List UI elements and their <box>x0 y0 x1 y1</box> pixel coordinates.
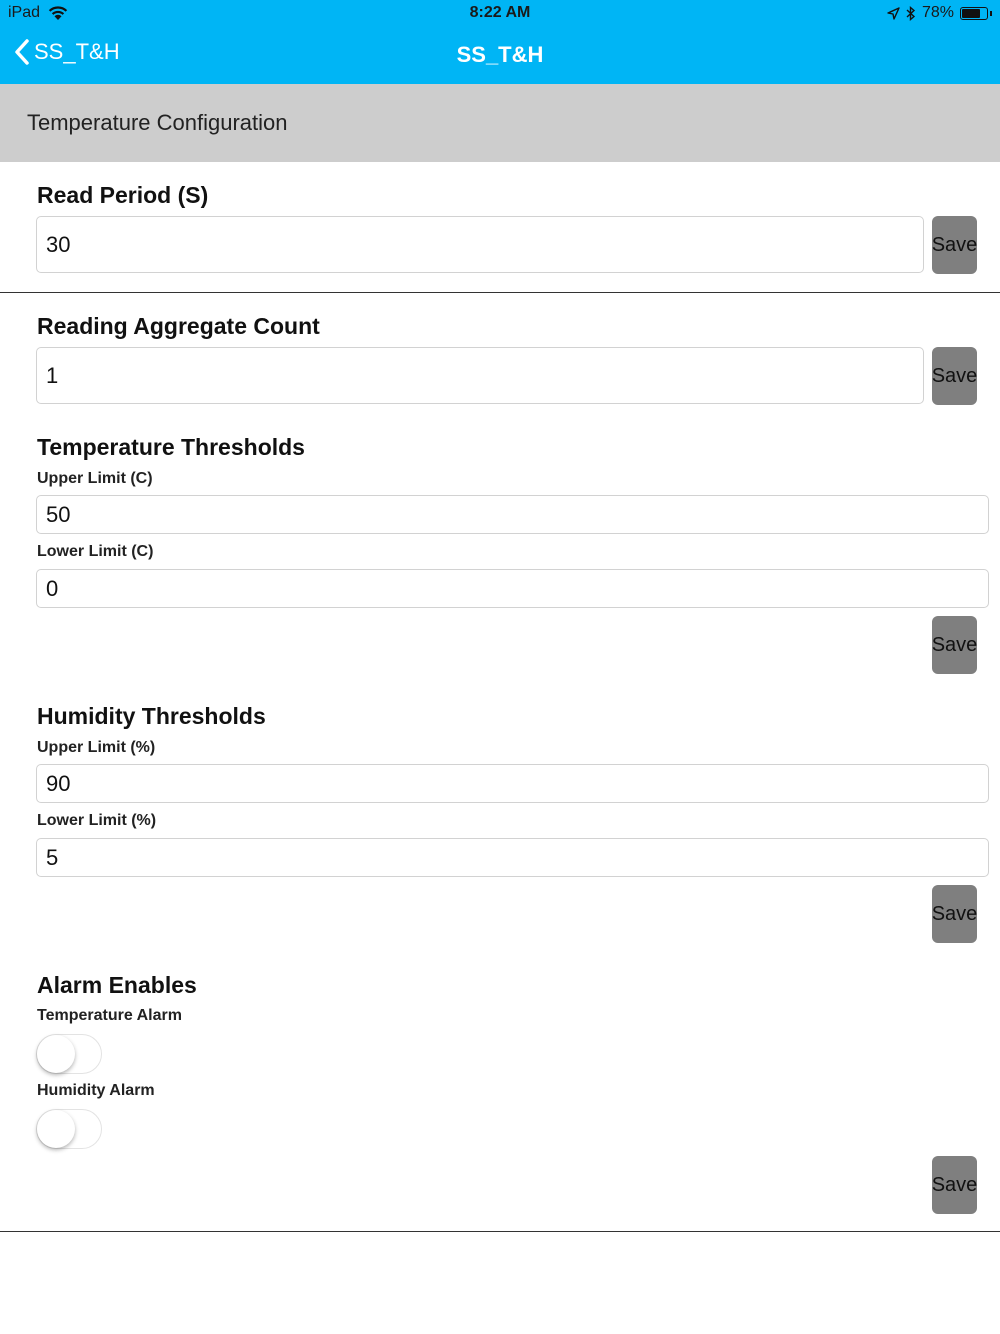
battery-tip <box>990 11 992 16</box>
nav-header <box>0 0 1000 84</box>
status-bar-right <box>887 4 992 22</box>
read-period-input[interactable] <box>36 216 924 273</box>
device-label: iPad <box>8 4 41 21</box>
divider <box>0 1231 1000 1232</box>
section-header <box>0 84 1000 162</box>
humidity-upper-label: Upper Limit (%) <box>37 739 156 756</box>
humidity-lower-input[interactable] <box>36 838 989 877</box>
temperature-alarm-toggle[interactable] <box>36 1034 102 1074</box>
humidity-upper-input[interactable] <box>36 764 989 803</box>
humidity-alarm-toggle[interactable] <box>36 1109 102 1149</box>
aggregate-count-label: Reading Aggregate Count <box>37 313 320 339</box>
save-alarms-button[interactable]: Save <box>932 1156 977 1214</box>
location-arrow-icon <box>887 7 900 20</box>
temperature-thresholds-label: Temperature Thresholds <box>37 434 305 460</box>
back-label: SS_T&H <box>34 39 120 64</box>
toggle-knob <box>37 1035 75 1073</box>
temp-lower-input[interactable] <box>36 569 989 608</box>
save-humidity-thresholds-button[interactable]: Save <box>932 885 977 943</box>
aggregate-count-input[interactable] <box>36 347 924 404</box>
humidity-lower-label: Lower Limit (%) <box>37 812 157 829</box>
bluetooth-icon <box>906 6 916 21</box>
temp-lower-label: Lower Limit (C) <box>37 543 154 560</box>
save-aggregate-button[interactable]: Save <box>932 347 977 405</box>
temp-upper-label: Upper Limit (C) <box>37 470 153 487</box>
battery-icon <box>960 7 988 20</box>
battery-percent: 78% <box>921 4 954 21</box>
save-temperature-thresholds-button[interactable]: Save <box>932 616 977 674</box>
save-read-period-button[interactable]: Save <box>932 216 977 274</box>
read-period-label: Read Period (S) <box>37 182 209 208</box>
divider <box>0 292 1000 293</box>
toggle-knob <box>37 1110 75 1148</box>
section-title: Temperature Configuration <box>27 110 288 135</box>
page-title: SS_T&H <box>456 42 544 67</box>
humidity-alarm-label: Humidity Alarm <box>37 1082 155 1099</box>
battery-fill <box>962 9 980 18</box>
humidity-thresholds-label: Humidity Thresholds <box>37 703 266 729</box>
status-time: 8:22 AM <box>469 4 531 21</box>
temp-upper-input[interactable] <box>36 495 989 534</box>
alarm-enables-label: Alarm Enables <box>37 972 197 998</box>
temperature-alarm-label: Temperature Alarm <box>37 1007 182 1024</box>
